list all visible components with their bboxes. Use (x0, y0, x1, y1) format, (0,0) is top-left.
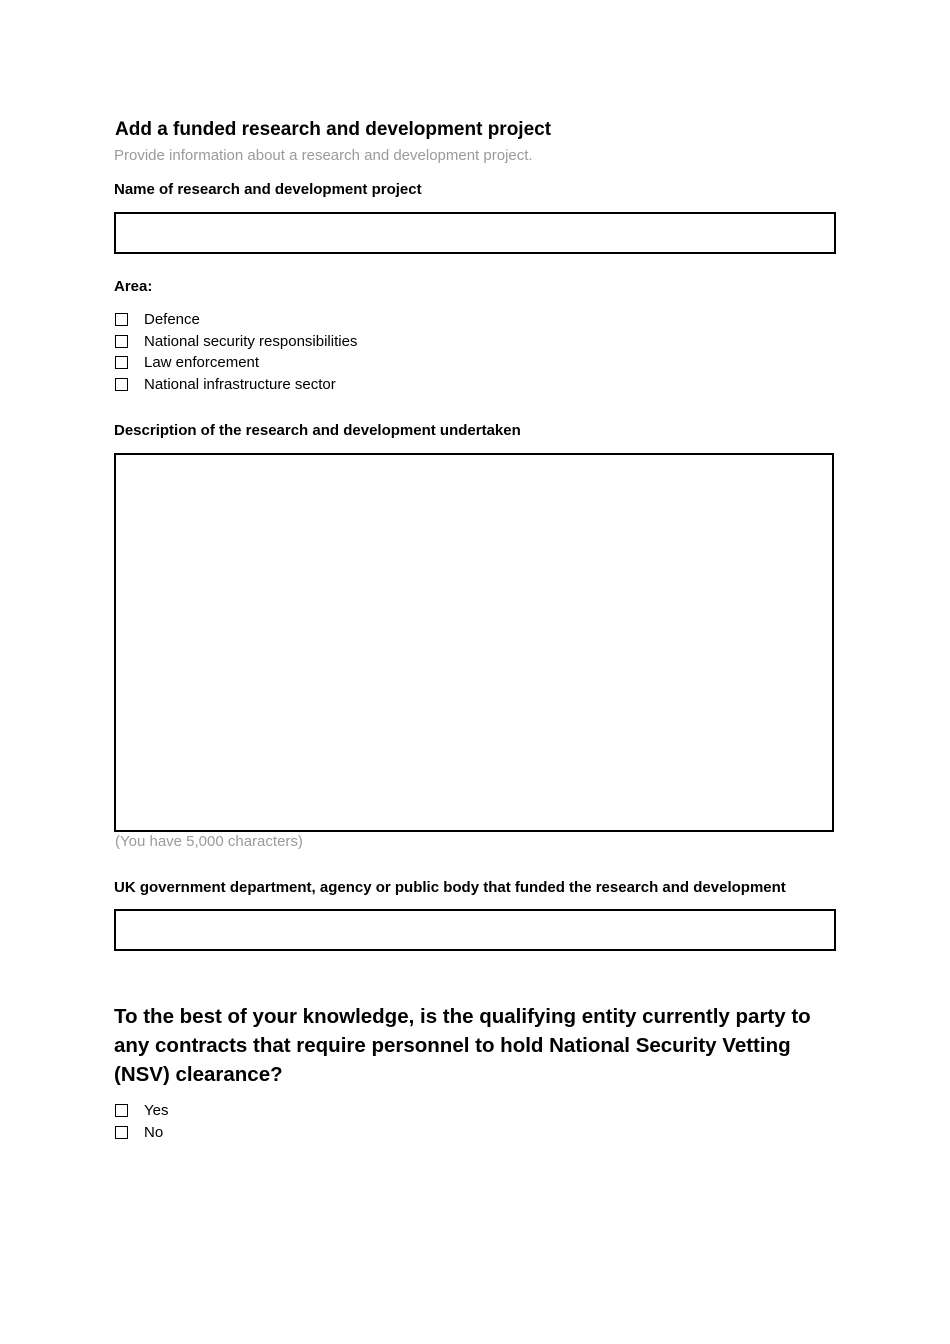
checkbox[interactable] (115, 313, 128, 326)
description-textarea[interactable] (114, 453, 834, 832)
area-option-law-enforcement[interactable] (115, 352, 357, 374)
nsv-question: To the best of your knowledge, is the qualifying entity currently party to any contracts that require personnel to hold National Security Vetting (NSV) clearance? (114, 1005, 811, 1086)
checkbox[interactable] (115, 378, 128, 391)
checkbox[interactable] (115, 335, 128, 348)
project-name-input[interactable] (114, 212, 836, 254)
checkbox[interactable] (115, 1126, 128, 1139)
checkbox[interactable] (115, 356, 128, 369)
character-count-hint: (You have 5,000 characters) (115, 833, 303, 850)
form-subtitle: Provide information about a research and development project. (114, 147, 533, 164)
area-option-label: Defence (144, 311, 200, 329)
area-option-label: Law enforcement (144, 354, 260, 372)
area-option-national-security[interactable] (115, 331, 357, 353)
area-option-defence[interactable] (115, 309, 357, 331)
funder-input[interactable] (114, 909, 836, 951)
funder-label: UK government department, agency or public body that funded the research and development (114, 879, 786, 896)
nsv-option-label: Yes (144, 1102, 169, 1120)
nsv-option-no[interactable] (115, 1122, 168, 1144)
area-options (115, 309, 357, 395)
area-option-label: National infrastructure sector (144, 375, 336, 393)
form-title: Add a funded research and development project (115, 119, 552, 140)
area-option-label: National security responsibilities (144, 332, 358, 350)
nsv-option-yes[interactable] (115, 1100, 168, 1122)
description-label: Description of the research and development undertaken (114, 422, 521, 439)
area-option-national-infrastructure[interactable] (115, 374, 357, 396)
project-name-label: Name of research and development project (114, 181, 422, 198)
area-label: Area: (114, 278, 153, 295)
checkbox[interactable] (115, 1104, 128, 1117)
nsv-options (115, 1100, 168, 1143)
nsv-option-label: No (144, 1123, 164, 1141)
